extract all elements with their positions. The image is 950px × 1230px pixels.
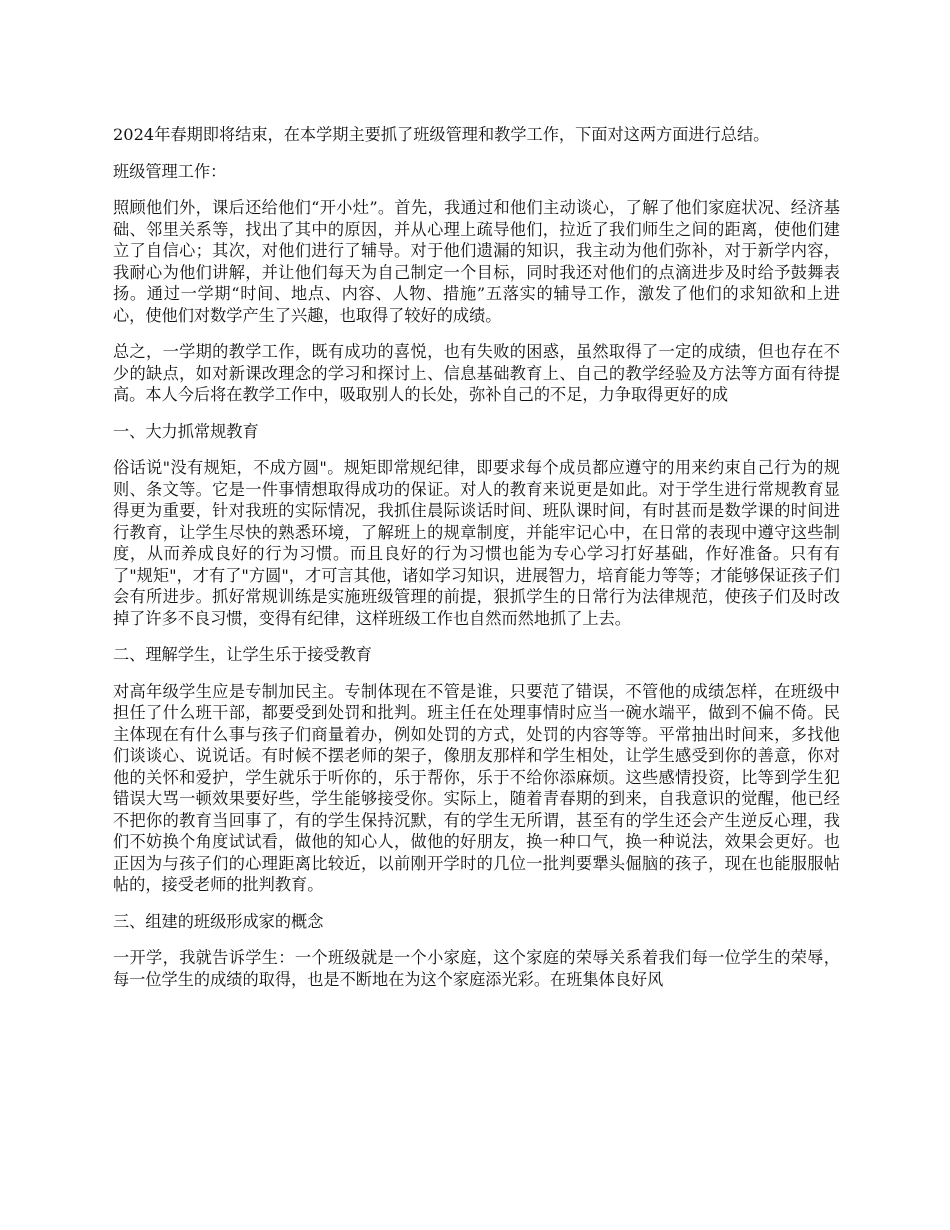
intro-paragraph: 2024年春期即将结束，在本学期主要抓了班级管理和教学工作，下面对这两方面进行总结。 <box>113 125 770 144</box>
family-paragraph: 一开学，我就告诉学生：一个班级就是一个小家庭，这个家庭的荣辱关系着我们每一位学生的荣辱，每一位学生的成绩的取得，也是不断地在为这个家庭添光彩。在班集体良好风 <box>113 948 840 989</box>
class-management-label: 班级管理工作： <box>113 161 227 181</box>
section-heading-routine: 一、大力抓常规教育 <box>113 421 259 441</box>
routine-paragraph: 俗话说"没有规矩，不成方圆"。规矩即常规纪律，即要求每个成员都应遵守的用来约束自己行为的规则、条文等。它是一件事情想取得成功的保证。对人的教育来说更是如此。对于学生进行常规教育显得更为重要，针对我班的实际情况，我抓住晨际谈话时间、班队课时间，有时甚而是数学课的时间进行教育，让学生尽快的熟悉环境，了解班上的规章制度，并能牢记心中，在日常的表现中遵守这些制度，从而养成良好的行为习惯。而且良好的行为习惯也能为专心学习打好基础，作好准备。只有有了"规矩"，才有了"方圆"，才可言其他，诸如学习知识，进展智力，培育能力等等；才能够保证孩子们会有所进步。抓好常规训练是实施班级管理的前提，狠抓学生的日常行为法律规范，使孩子们及时改掉了许多不良习惯，变得有纪律，这样班级工作也自然而然地抓了上去。 <box>113 458 840 628</box>
section-heading-understanding: 二、理解学生，让学生乐于接受教育 <box>113 645 372 664</box>
document-page <box>113 124 840 1005</box>
summary-paragraph: 总之，一学期的教学工作，既有成功的喜悦，也有失败的困惑，虽然取得了一定的成绩，但也存在不少的缺点，如对新课改理念的学习和探讨上、信息基础教育上、自己的教学经验及方法等方面有待提高。本人今后将在教学工作中，吸取别人的长处，弥补自己的不足，力争取得更好的成 <box>113 342 840 404</box>
understanding-paragraph: 对高年级学生应是专制加民主。专制体现在不管是谁，只要范了错误，不管他的成绩怎样，在班级中担任了什么班干部，都要受到处罚和批判。班主任在处理事情时应当一碗水端平，做到不偏不倚。民主体现在有什么事与孩子们商量着办，例如处罚的方式，处罚的内容等等。平常抽出时间来，多找他们谈谈心、说说话。有时候不摆老师的架子，像朋友那样和学生相处，让学生感受到你的善意，你对他的关怀和爱护，学生就乐于听你的，乐于帮你，乐于不给你添麻烦。这些感情投资，比等到学生犯错误大骂一顿效果要好些，学生能够接受你。实际上，随着青春期的到来，自我意识的觉醒，他已经不把你的教育当回事了，有的学生保持沉默，有的学生无所谓，甚至有的学生还会产生逆反心理，我们不妨换个角度试试看，做他的知心人，做他的好朋友，换一种口气，换一种说法，效果会更好。也正因为与孩子们的心理距离比较近，以前刚开学时的几位一批判要犟头倔脑的孩子，现在也能服服帖帖的，接受老师的批判教育。 <box>113 681 840 894</box>
care-paragraph: 照顾他们外，课后还给他们“开小灶”。首先，我通过和他们主动谈心，了解了他们家庭状况、经济基础、邻里关系等，找出了其中的原因，并从心理上疏导他们，拉近了我们师生之间的距离，使他们建立了自信心；其次，对他们进行了辅导。对于他们遗漏的知识，我主动为他们弥补，对于新学内容，我耐心为他们讲解，并让他们每天为自己制定一个目标，同时我还对他们的点滴进步及时给予鼓舞表扬。通过一学期“时间、地点、内容、人物、措施”五落实的辅导工作，激发了他们的求知欲和上进心，使他们对数学产生了兴趣，也取得了较好的成绩。 <box>113 198 840 325</box>
section-heading-family: 三、组建的班级形成家的概念 <box>113 911 324 931</box>
